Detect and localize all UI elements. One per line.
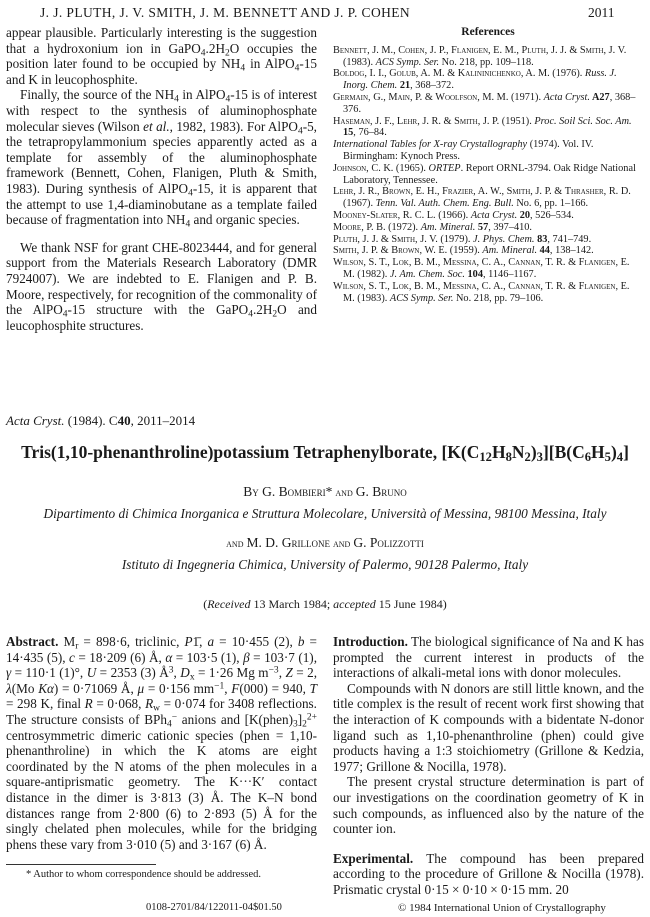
experimental: Experimental. The compound has been prepared according to the procedure of Grillone & Nocilla (1978). Prismatic crystal 0·15 × 0·10 × 0·15 mm. 20 xyxy=(333,850,644,897)
reference-item: Wilson, S. T., Lok, B. M., Messina, C. A., Cannan, T. R. & Flanigen, E. M. (1983). ACS Symp. Ser. No. 218, pp. 79–106. xyxy=(333,280,630,304)
reference-item: Haseman, J. F., Lehr, J. R. & Smith, J. P. (1951). Proc. Soil Sci. Soc. Am. 15, 76–84. xyxy=(333,115,632,139)
running-header-authors: J. J. PLUTH, J. V. SMITH, J. M. BENNETT AND J. P. COHEN xyxy=(40,5,411,20)
paragraph-plausible: appear plausible. Particularly interesting is the suggestion that a hydroxonium ion in $GaPO_4.2H_2O$ occupies the position later found to be occupied by $NH_4$ in AlPO$_4$-15 and K in leucophosphite. xyxy=(6,25,318,87)
reference-item: Moore, P. B. (1972). Am. Mineral. 57, 397–410. xyxy=(333,221,532,233)
reference-item: Boldog, I. I., Golub, A. M. & Kalininichenko, A. M. (1976). Russ. J. Inorg. Chem. 21, 368–372. xyxy=(333,68,617,92)
footer-copyright: © 1984 International Union of Crystallography xyxy=(398,902,606,914)
intro-column xyxy=(333,634,644,898)
footnote: * Author to whom correspondence should be addressed. xyxy=(26,869,262,881)
byline-2: and M. D. Grillone and G. Polizzotti xyxy=(226,535,424,550)
acknowledgements: We thank NSF for grant CHE-8023444, and for general support from the Materials Research Laboratory (DMR 7924007). We are indebted to E. Flanigen and P. B. Moore, respectively, for recognition of the commonality of the AlPO$_4$-15 structure with the $GaPO_4.2H_2O$ and leucophosphite structures. xyxy=(6,239,317,333)
page-number: 2011 xyxy=(588,5,615,20)
running-header xyxy=(40,5,640,21)
reference-item: Pluth, J. J. & Smith, J. V. (1979). J. Phys. Chem. 83, 741–749. xyxy=(333,233,592,245)
reference-item: International Tables for X-ray Crystallography (1974). Vol. IV. Birmingham: Kynoch Press. xyxy=(333,139,594,162)
reference-item: Wilson, S. T., Lok, B. M., Messina, C. A., Cannan, T. R. & Flanigen, E. M. (1982). J. Am. Chem. Soc. 104, 1146–1167. xyxy=(333,257,630,280)
introduction: Introduction. The biological significance of Na and K has prompted the current interest in products of the interactions of alkali-metal ions with donor molecules. xyxy=(333,634,644,681)
reference-item: Lehr, J. R., Brown, E. H., Frazier, A. W., Smith, J. P. & Thrasher, R. D. (1967). Tenn. Val. Auth. Chem. Eng. Bull. No. 6, pp. 1–166. xyxy=(333,186,631,210)
affiliation-1: Dipartimento di Chimica Inorganica e Struttura Molecolare, Università of Messina, 98100 Messina, Italy xyxy=(43,506,607,521)
received-dates: (Received 13 March 1984; accepted 15 June 1984) xyxy=(203,597,447,611)
references-heading: References xyxy=(461,26,515,38)
footer-code: 0108-2701/84/122011-04$01.50 xyxy=(146,902,282,913)
introduction-paragraph-2: Compounds with N donors are still little known, and the title complex is the result of recent work first showing that the interaction of K compounds with a bidentate N-donor ligand such as 1,10-phenanthroline (phen) could give products having a 1:3 stoichiometry (Grillone & Kedzia, 1977; Grillone & Nocilla, 1978). xyxy=(333,680,644,774)
footnote-rule xyxy=(6,864,156,865)
byline-1: By G. Bombieri* and G. Bruno xyxy=(243,484,407,499)
reference-item: Bennett, J. M., Cohen, J. P., Flanigen, E. M., Pluth, J. J. & Smith, J. V. (1983). ACS Symp. Ser. No. 218, pp. 109–118. xyxy=(333,44,627,68)
prev-article-left-column xyxy=(6,25,317,333)
reference-item: Johnson, C. K. (1965). ORTEP. Report ORNL-3794. Oak Ridge National Laboratory, Tennessee. xyxy=(333,162,636,186)
abstract-column xyxy=(6,634,317,880)
references-section xyxy=(333,27,643,304)
introduction-paragraph-3: The present crystal structure determination is part of our investigations on the coordination geometry of K in such compounds, as influenced also by the nature of the counter ion. xyxy=(333,774,644,837)
reference-item: Germain, G., Main, P. & Woolfson, M. M. (1971). Acta Cryst. A27, 368–376. xyxy=(333,91,636,115)
reference-list xyxy=(333,45,643,305)
affiliation-2: Istituto di Ingegneria Chimica, University of Palermo, 90128 Palermo, Italy xyxy=(121,557,529,572)
reference-item: Mooney-Slater, R. C. L. (1966). Acta Cryst. 20, 526–534. xyxy=(333,209,574,221)
paragraph-nh4-source: Finally, the source of the $NH_4$ in AlPO$_4$-15 is of interest with respect to the synthesis of aluminophosphate molecular sieves (Wilson et al., 1982, 1983). For AlPO$_4$-5, the tetrapropylammonium species apparently acted as a template for assembly of the aluminophosphate framework (Bennett, Cohen, Flanigen, Pluth & Smith, 1983). During synthesis of AlPO$_4$-15, it is apparent that the attempt to use 1,4-diaminobutane as a template failed because of fragmentation into $NH_4$ and organic species. xyxy=(6,87,317,230)
reference-item: Smith, J. P. & Brown, W. E. (1959). Am. Mineral. 44, 138–142. xyxy=(333,245,594,257)
journal-citation: Acta Cryst. (1984). C40, 2011–2014 xyxy=(6,413,196,428)
abstract: Abstract. $M_r = 898\cdot 6$, triclinic, P1̄, a = 10·455 (2), b = 14·435 (5), c = 18·209 (6) Å, α = 103·5 (1), β = 103·7 (1), γ = 110·1 (1)°, U = 2353 (3) $Å^3$, $D_x = 1\cdot 26$ Mg $m^{-3}$, Z = 2, λ(Mo Kα) = 0·71069 Å, μ = 0·156 $mm^{-1}$, F(000) = 940, T = 298 K, final R = 0·068, $R_w = 0\cdot 074$ for 3408 reflections. The structure consists of BPh$_4$− anions and $[K(phen)_3]_2^{2+}$ centrosymmetric dimeric cationic species (phen = 1,10-phenanthroline) in which the K atoms are eight coordinated by the N atoms of the phen molecules in a square-antiprismatic geometry. The K···K′ contact distance in the dimer is 3·813 (3) Å. The K–N bond distances range from 2·800 (6) to 2·893 (5) Å for the singly chelated phen molecules, while for the bridging phens these vary from 3·010 (5) and 3·167 (6) Å. xyxy=(6,634,318,852)
article-title: Tris(1,10-phenanthroline)potassium Tetraphenylborate, $[K(C_{12}H_8N_2)_3][B(C_6H_5)_4]$ xyxy=(21,442,629,465)
